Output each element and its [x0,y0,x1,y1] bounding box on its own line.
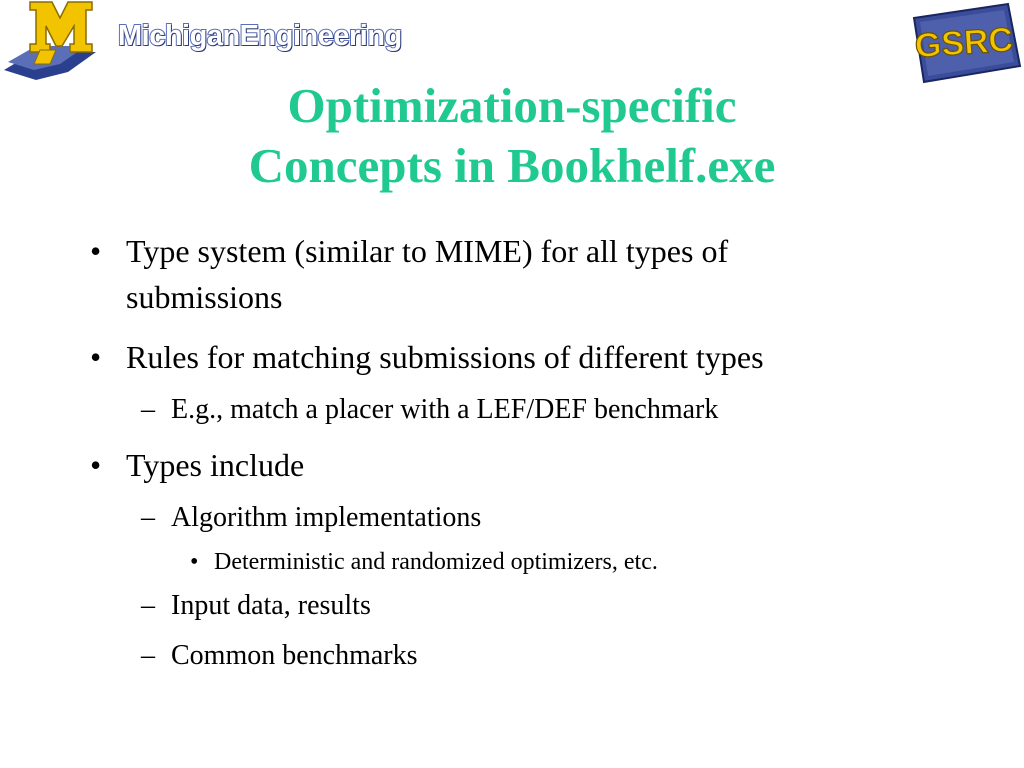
slide-title-line-1: Optimization-specific [287,78,737,133]
sub-bullet-mark: – [141,640,155,671]
sub-bullet-mark: – [141,590,155,621]
sub-sub-bullet-text: Deterministic and randomized optimizers, etc. [214,549,658,575]
sub-bullet-text: Common benchmarks [171,640,418,671]
sub-bullet-text: Input data, results [171,590,371,621]
michigan-block-m-logo [0,0,112,82]
sub-sub-bullet-mark: • [190,549,199,575]
bullet-mark: • [90,233,102,269]
slide-title [0,76,1024,196]
slide-title-line-2: Concepts in Bookhelf.exe [248,138,776,193]
bullet-mark: • [90,339,102,375]
sub-bullet-mark: – [141,394,155,425]
bullet-text-line: submissions [126,279,283,315]
bullet-text-line: Rules for matching submissions of different types [126,339,764,375]
bullet-mark: • [90,447,102,483]
bullet-text-line: Type system (similar to MIME) for all types of [126,233,729,269]
sub-bullet-mark: – [141,502,155,533]
sub-bullet-text: E.g., match a placer with a LEF/DEF benchmark [171,394,719,425]
gsrc-logo [904,2,1024,84]
sub-bullet-text: Algorithm implementations [171,502,482,533]
gsrc-logo-text: GSRC [913,20,1015,66]
bullet-text-line: Types include [126,447,305,483]
michigan-engineering-wordmark: MichiganEngineering [118,20,402,52]
